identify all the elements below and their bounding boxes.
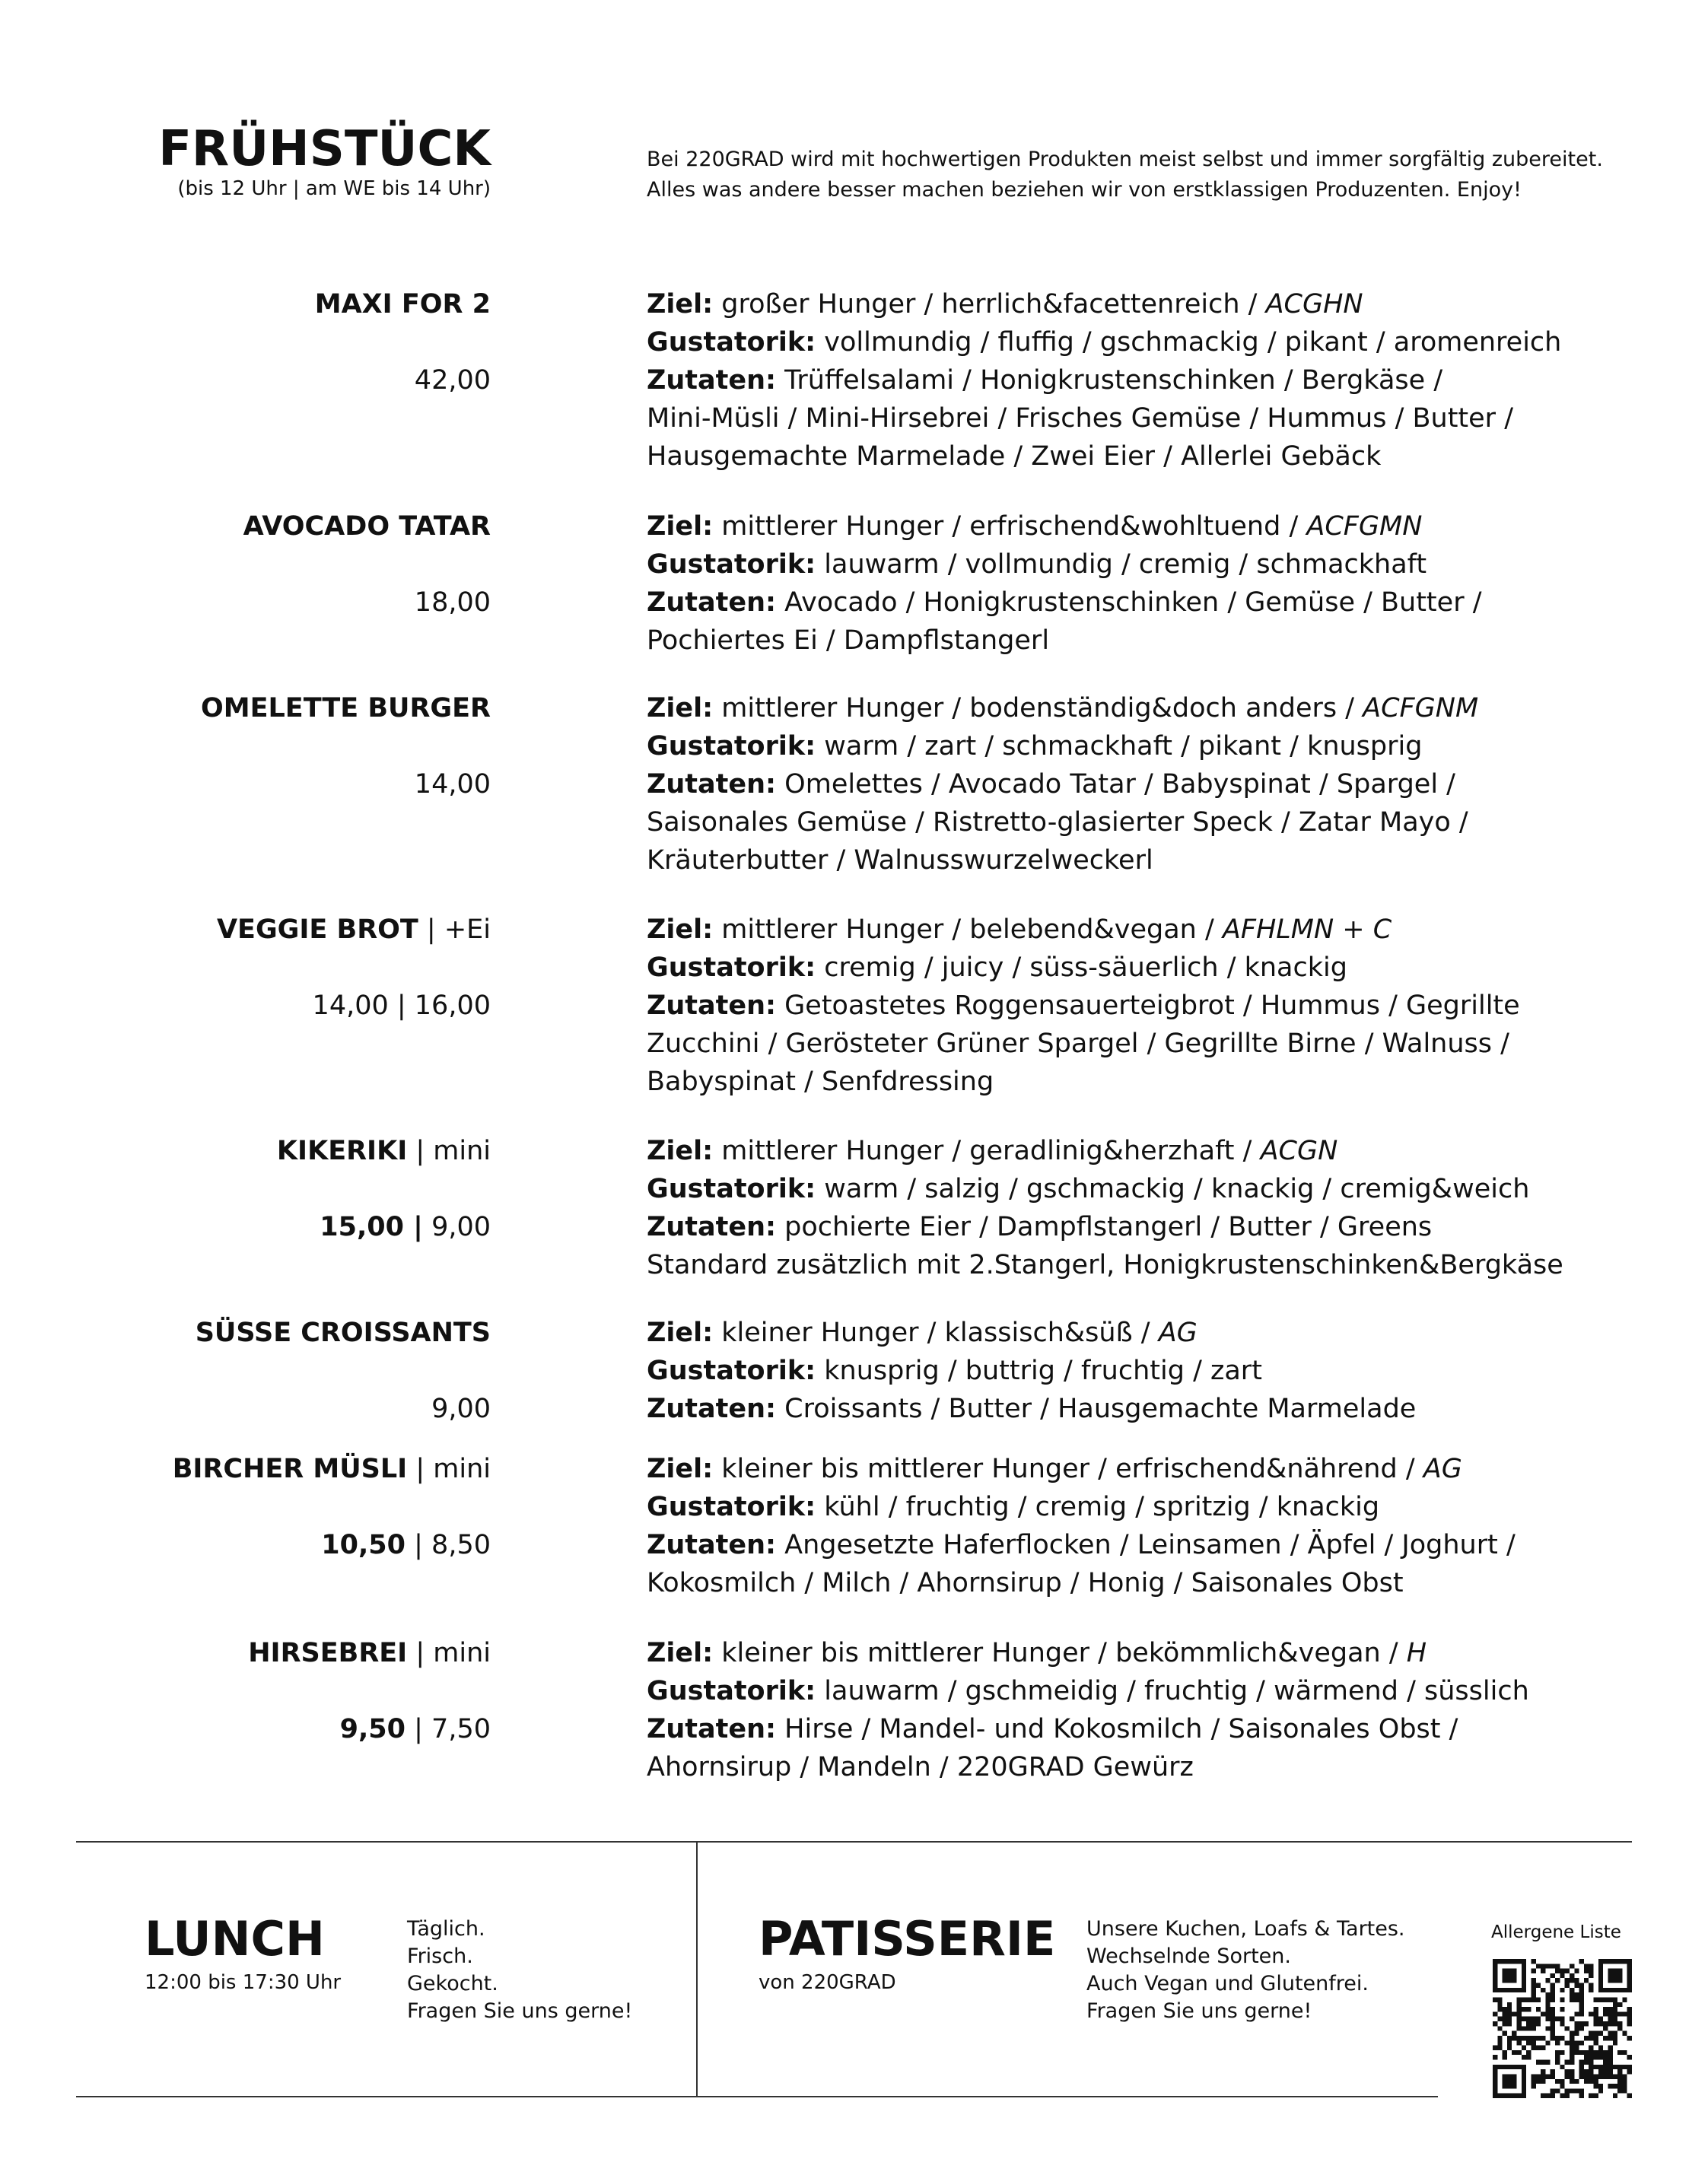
ziel-label: Ziel: — [647, 289, 714, 320]
ziel-text: mittlerer Hunger / erfrischend&wohltuend / — [721, 511, 1307, 542]
dish-description — [647, 507, 1636, 660]
lunch-title: LUNCH — [145, 1911, 325, 1967]
dish-gustatorik — [647, 323, 1636, 361]
page-title: FRÜHSTÜCK — [158, 121, 491, 177]
dish-gustatorik — [647, 1488, 1636, 1526]
footer-vertical-divider — [696, 1843, 698, 2096]
dish-price-rest: 14,00 — [414, 769, 491, 800]
dish-price-rest: 9,00 — [431, 1394, 491, 1424]
dish-price — [114, 765, 491, 803]
patisserie-info-line: Auch Vegan und Glutenfrei. — [1086, 1972, 1369, 1995]
dish-ziel — [647, 507, 1636, 545]
dish-price-rest: | 7,50 — [406, 1714, 491, 1744]
zutaten-label: Zutaten: — [647, 587, 777, 618]
dish-zutaten — [647, 765, 1636, 803]
ziel-text: kleiner Hunger / klassisch&süß / — [721, 1318, 1159, 1348]
ziel-text: mittlerer Hunger / bodenständig&doch anders / — [721, 693, 1363, 723]
dish-zutaten — [647, 361, 1636, 399]
allergen-list-label: Allergene Liste — [1491, 1922, 1621, 1942]
allergen-codes: ACGN — [1260, 1136, 1338, 1166]
dish-name — [114, 911, 491, 949]
dish-gustatorik — [647, 949, 1636, 987]
dish-price-rest: | 8,50 — [406, 1530, 491, 1560]
dish-name — [114, 507, 491, 545]
zutaten-label: Zutaten: — [647, 1714, 777, 1744]
dish-ziel — [647, 1450, 1636, 1488]
dish-price-rest: 9,00 — [422, 1212, 491, 1242]
gustatorik-label: Gustatorik: — [647, 1492, 816, 1522]
footer-top-divider — [76, 1841, 1632, 1843]
dish-zutaten — [647, 1390, 1636, 1428]
ziel-label: Ziel: — [647, 1318, 714, 1348]
ziel-label: Ziel: — [647, 1454, 714, 1484]
dish-name — [114, 285, 491, 323]
dish-zutaten — [647, 987, 1636, 1025]
zutaten-continued: Saisonales Gemüse / Ristretto-glasierter Speck / Zatar Mayo / — [647, 807, 1468, 838]
dish-price-rest: 14,00 | 16,00 — [312, 991, 491, 1021]
allergen-codes: H — [1406, 1638, 1427, 1668]
zutaten-label: Zutaten: — [647, 1212, 777, 1242]
zutaten-text: Omelettes / Avocado Tatar / Babyspinat / Spargel / — [784, 769, 1455, 800]
intro-line: Alles was andere besser machen beziehen wir von erstklassigen Produzenten. Enjoy! — [647, 178, 1522, 202]
dish-name — [114, 1132, 491, 1170]
dish-price-rest: 18,00 — [414, 587, 491, 618]
zutaten-text: Hirse / Mandel- und Kokosmilch / Saisonales Obst / — [784, 1714, 1458, 1744]
dish-price-main: 15,00 | — [320, 1212, 423, 1242]
lunch-info-line: Gekocht. — [407, 1972, 498, 1995]
zutaten-text: Getoastetes Roggensauerteigbrot / Hummus / Gegrillte — [784, 991, 1520, 1021]
gustatorik-text: kühl / fruchtig / cremig / spritzig / knackig — [824, 1492, 1380, 1522]
allergen-codes: ACFGMN — [1306, 511, 1423, 542]
gustatorik-label: Gustatorik: — [647, 1356, 816, 1386]
dish-modifier: | mini — [407, 1136, 491, 1166]
dish-name — [114, 1314, 491, 1352]
dish-gustatorik — [647, 545, 1636, 583]
zutaten-label: Zutaten: — [647, 769, 777, 800]
zutaten-continued: Mini-Müsli / Mini-Hirsebrei / Frisches Gemüse / Hummus / Butter / — [647, 403, 1513, 434]
dish-price-main: 9,50 — [339, 1714, 406, 1744]
dish-title — [114, 507, 491, 622]
zutaten-continued: Standard zusätzlich mit 2.Stangerl, Honigkrustenschinken&Bergkäse — [647, 1250, 1563, 1280]
dish-title — [114, 1132, 491, 1246]
dish-price — [114, 583, 491, 622]
ziel-label: Ziel: — [647, 1136, 714, 1166]
gustatorik-text: warm / zart / schmackhaft / pikant / knusprig — [824, 731, 1423, 762]
dish-title — [114, 1634, 491, 1748]
dish-title — [114, 1450, 491, 1564]
dish-ziel — [647, 285, 1636, 323]
zutaten-text: Trüffelsalami / Honigkrustenschinken / Bergkäse / — [784, 365, 1443, 396]
dish-name — [114, 1634, 491, 1672]
dish-gustatorik — [647, 1672, 1636, 1710]
ziel-label: Ziel: — [647, 914, 714, 945]
dish-title — [114, 285, 491, 399]
dish-ziel — [647, 1314, 1636, 1352]
patisserie-info-line: Fragen Sie uns gerne! — [1086, 1999, 1312, 2023]
gustatorik-label: Gustatorik: — [647, 952, 816, 983]
gustatorik-label: Gustatorik: — [647, 549, 816, 580]
dish-gustatorik — [647, 727, 1636, 765]
intro-line: Bei 220GRAD wird mit hochwertigen Produkten meist selbst und immer sorgfältig zubereitet. — [647, 148, 1603, 171]
dish-price — [114, 361, 491, 399]
gustatorik-text: lauwarm / gschmeidig / fruchtig / wärmend / süsslich — [824, 1676, 1529, 1706]
dish-name-text: AVOCADO TATAR — [243, 511, 491, 542]
zutaten-text: Angesetzte Haferflocken / Leinsamen / Äpfel / Joghurt / — [784, 1530, 1516, 1560]
ziel-text: mittlerer Hunger / belebend&vegan / — [721, 914, 1223, 945]
dish-price-rest: 42,00 — [414, 365, 491, 396]
qr-code-icon[interactable] — [1493, 1959, 1632, 2098]
ziel-label: Ziel: — [647, 693, 714, 723]
zutaten-text: Avocado / Honigkrustenschinken / Gemüse / Butter / — [784, 587, 1482, 618]
lunch-info-line: Täglich. — [407, 1917, 485, 1941]
dish-name-text: HIRSEBREI — [248, 1638, 408, 1668]
ziel-label: Ziel: — [647, 1638, 714, 1668]
lunch-info-line: Fragen Sie uns gerne! — [407, 1999, 633, 2023]
zutaten-label: Zutaten: — [647, 1394, 777, 1424]
gustatorik-text: vollmundig / fluffig / gschmackig / pikant / aromenreich — [824, 327, 1562, 358]
dish-name-text: SÜSSE CROISSANTS — [195, 1318, 491, 1348]
patisserie-info-line: Unsere Kuchen, Loafs & Tartes. — [1086, 1917, 1405, 1941]
dish-modifier: | +Ei — [418, 914, 491, 945]
ziel-label: Ziel: — [647, 511, 714, 542]
patisserie-info — [1086, 1916, 1405, 2025]
zutaten-continued: Ahornsirup / Mandeln / 220GRAD Gewürz — [647, 1752, 1194, 1782]
dish-description — [647, 285, 1636, 475]
dish-name-text: BIRCHER MÜSLI — [172, 1454, 408, 1484]
dish-description — [647, 1132, 1636, 1284]
gustatorik-label: Gustatorik: — [647, 1174, 816, 1204]
dish-ziel — [647, 1634, 1636, 1672]
dish-name-text: KIKERIKI — [276, 1136, 408, 1166]
dish-ziel — [647, 911, 1636, 949]
ziel-text: kleiner bis mittlerer Hunger / bekömmlich&vegan / — [721, 1638, 1407, 1668]
gustatorik-text: cremig / juicy / süss-säuerlich / knackig — [824, 952, 1347, 983]
dish-modifier: | mini — [407, 1638, 491, 1668]
zutaten-text: pochierte Eier / Dampflstangerl / Butter / Greens — [784, 1212, 1433, 1242]
dish-name — [114, 1450, 491, 1488]
zutaten-label: Zutaten: — [647, 365, 777, 396]
dish-name-text: OMELETTE BURGER — [201, 693, 491, 723]
gustatorik-label: Gustatorik: — [647, 731, 816, 762]
patisserie-title: PATISSERIE — [759, 1911, 1056, 1967]
footer-bottom-divider — [76, 2096, 1438, 2097]
dish-price-main: 10,50 — [321, 1530, 406, 1560]
gustatorik-text: lauwarm / vollmundig / cremig / schmackhaft — [824, 549, 1427, 580]
allergen-codes: ACGHN — [1265, 289, 1363, 320]
dish-price — [114, 1710, 491, 1748]
dish-title — [114, 911, 491, 1025]
dish-description — [647, 1314, 1636, 1428]
gustatorik-text: warm / salzig / gschmackig / knackig / cremig&weich — [824, 1174, 1530, 1204]
dish-ziel — [647, 689, 1636, 727]
intro-text — [647, 145, 1621, 205]
dish-gustatorik — [647, 1170, 1636, 1208]
dish-description — [647, 1450, 1636, 1602]
dish-name-text: VEGGIE BROT — [216, 914, 418, 945]
dish-price — [114, 1208, 491, 1246]
dish-zutaten — [647, 1526, 1636, 1564]
dish-zutaten — [647, 1710, 1636, 1748]
dish-title — [114, 1314, 491, 1428]
zutaten-text: Croissants / Butter / Hausgemachte Marmelade — [784, 1394, 1417, 1424]
zutaten-continued: Kokosmilch / Milch / Ahornsirup / Honig / Saisonales Obst — [647, 1568, 1404, 1598]
zutaten-continued: Zucchini / Gerösteter Grüner Spargel / Gegrillte Birne / Walnuss / — [647, 1029, 1509, 1059]
zutaten-label: Zutaten: — [647, 991, 777, 1021]
dish-gustatorik — [647, 1352, 1636, 1390]
allergen-codes: ACFGNM — [1363, 693, 1479, 723]
dish-price — [114, 987, 491, 1025]
gustatorik-text: knusprig / buttrig / fruchtig / zart — [824, 1356, 1262, 1386]
patisserie-subtitle: von 220GRAD — [759, 1971, 896, 1994]
dish-price — [114, 1390, 491, 1428]
dish-name — [114, 689, 491, 727]
gustatorik-label: Gustatorik: — [647, 327, 816, 358]
lunch-hours: 12:00 bis 17:30 Uhr — [145, 1971, 342, 1994]
allergen-codes: AG — [1423, 1454, 1462, 1484]
dish-modifier: | mini — [407, 1454, 491, 1484]
dish-name-text: MAXI FOR 2 — [314, 289, 491, 320]
ziel-text: kleiner bis mittlerer Hunger / erfrischend&nährend / — [721, 1454, 1423, 1484]
allergen-codes: AG — [1158, 1318, 1198, 1348]
dish-description — [647, 911, 1636, 1101]
dish-zutaten — [647, 1208, 1636, 1246]
patisserie-info-line: Wechselnde Sorten. — [1086, 1944, 1291, 1968]
dish-price — [114, 1526, 491, 1564]
lunch-info-line: Frisch. — [407, 1944, 473, 1968]
gustatorik-label: Gustatorik: — [647, 1676, 816, 1706]
ziel-text: mittlerer Hunger / geradlinig&herzhaft / — [721, 1136, 1261, 1166]
dish-zutaten — [647, 583, 1636, 622]
ziel-text: großer Hunger / herrlich&facettenreich / — [721, 289, 1266, 320]
dish-description — [647, 1634, 1636, 1786]
dish-description — [647, 689, 1636, 879]
zutaten-continued: Babyspinat / Senfdressing — [647, 1067, 994, 1097]
allergen-codes: AFHLMN + C — [1222, 914, 1392, 945]
zutaten-continued: Pochiertes Ei / Dampflstangerl — [647, 625, 1050, 656]
dish-title — [114, 689, 491, 803]
zutaten-label: Zutaten: — [647, 1530, 777, 1560]
dish-ziel — [647, 1132, 1636, 1170]
breakfast-hours: (bis 12 Uhr | am WE bis 14 Uhr) — [177, 177, 491, 200]
zutaten-continued: Kräuterbutter / Walnusswurzelweckerl — [647, 845, 1153, 876]
zutaten-continued: Hausgemachte Marmelade / Zwei Eier / Allerlei Gebäck — [647, 441, 1382, 472]
lunch-info — [407, 1916, 632, 2025]
